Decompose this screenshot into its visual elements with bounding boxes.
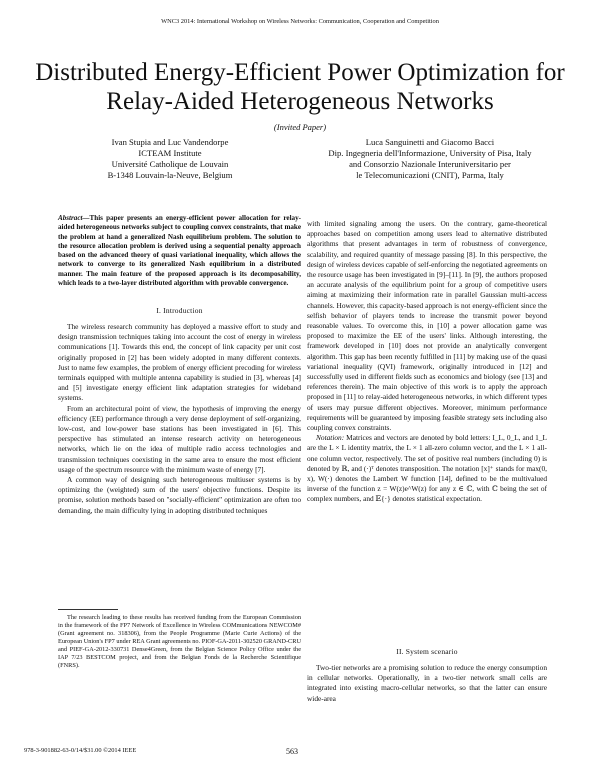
abstract (58, 214, 301, 288)
page-number: 563 (286, 747, 298, 756)
section-heading-system-scenario: II. System scenario (396, 647, 458, 656)
abstract-lead: Abstract— (58, 214, 90, 222)
affiliation-line: ICTEAM Institute (138, 148, 202, 158)
author-names-left: Ivan Stupia and Luc Vandendorpe (111, 137, 229, 147)
funding-footnote (58, 614, 301, 670)
notation-lead: Notation: (316, 433, 345, 443)
section-heading-introduction: I. Introduction (156, 306, 203, 315)
affiliation-line: and Consorzio Nazionale Interuniversitario per (349, 159, 511, 169)
introduction-body (58, 322, 301, 516)
intro-paragraph-3: A common way of designing such heterogeneous multiuser systems is by optimizing the (weighted) sum of the users' objective functions. Despite its promise, solution methods based on "socially-efficient" optimization are often too demanding, the main difficulty lying in adopting distributed techniques (58, 475, 301, 515)
affiliation-line: Dip. Ingegneria dell'Informazione, University of Pisa, Italy (328, 148, 532, 158)
author-names-right: Luca Sanguinetti and Giacomo Bacci (365, 137, 495, 147)
author-block-left (70, 137, 270, 181)
title-line-1: Distributed Energy-Efficient Power Optimization for (35, 59, 565, 86)
abstract-text: This paper presents an energy-efficient power allocation for relay-aided heterogeneous networks subject to coupling convex constraints, that make the problem at hand a generalized Nash equilibrium problem. The solution to the resource allocation problem is derived using a sequential penalty approach based on the advanced theory of quasi variational inequality, which allows the network to converge to its generalized Nash equilibrium in a distributed manner. The main feature of the proposed approach is its decomposability, which leads to a two-layer distributed algorithm with provable convergence. (58, 214, 301, 288)
author-block-right (280, 137, 580, 181)
affiliation-line: le Telecomunicazioni (CNIT), Parma, Italy (356, 170, 504, 180)
footnote-text: The research leading to these results has received funding from the European Commission in the framework of the FP7 Network of Excellence in Wireless COMmunications NEWCOM# (Grant agreement no. 318306), from the People Programme (Marie Curie Actions) of the European Union's FP7 under REA Grant agreements no. PIOF-GA-2011-302520 GRAND-CRU and PIEF-GA-2012-330731 Dense4Green, from the Belgian Science Policy Office under the IAP 7/23 BESTCOM project, and from the Belgian Fonds de la Recherche Scientifique (FNRS). (58, 614, 301, 669)
footnote-rule (58, 609, 118, 610)
affiliation-line: B-1348 Louvain-la-Neuve, Belgium (107, 170, 233, 180)
title-line-2: Relay-Aided Heterogeneous Networks (106, 88, 494, 115)
system-paragraph-1: Two-tier networks are a promising solution to reduce the energy consumption in cellular networks. Operationally, in a two-tier network small cells are integrated into existing macro-cellular networks, so that the latter can ensure wide-area (307, 663, 547, 703)
paper-title (30, 58, 570, 116)
notation-paragraph (307, 433, 547, 504)
invited-paper-label: (Invited Paper) (273, 122, 327, 132)
affiliation-line: Université Catholique de Louvain (111, 159, 229, 169)
notation-text: Matrices and vectors are denoted by bold letters: I_L, 0_L, and 1_L are the L × L identity matrix, the L × 1 all-zero column vector, and the L × 1 all-one column vector, respectively. The set of positive real numbers (including 0) is denoted by ℝ, and (·)ᵀ denotes transposition. The notation [x]⁺ stands for max(0, x), W(·) denotes the Lambert W function [14], defined to be the multivalued inverse of the function z = W(z)e^W(z) for any z ∈ ℂ, with ℂ being the set of complex numbers, and 𝔼{·} denotes statistical expectation. (307, 433, 547, 504)
conference-header: WNC3 2014: International Workshop on Wireless Networks: Communication, Cooperation and Competition (161, 18, 439, 25)
right-paragraph-1: with limited signaling among the users. On the contrary, game-theoretical approaches based on competition among users lead to alternative distributed algorithms that present advantages in term of robustness of convergence, scalability, and required quantity of message passing [8]. In this perspective, the design of wireless devices capable of self-enforcing the negotiated agreements on the resource usage has been investigated in [9]–[11]. In [9], the authors proposed an accurate analysis of the equilibrium point for a group of competitive users aiming at maximizing their information rate in parallel Gaussian multi-access channels. However, this capacity-based approach is not energy-efficient since the selfish behavior of players tends to increase the transmit power beyond reasonable values. To overcome this, in [10] a power allocation game was proposed to maximize the EE of the users' links. Although interesting, the framework developed in [10] does not provide an analytically convergent algorithm. This gap has been recently fulfilled in [11] by making use of the quasi variational inequality (QVI) framework, originally introduced in [12] and successfully used in different fields such as economics and biology (see [13] and references therein). The main objective of this work is to apply the approach proposed in [11] to relay-aided heterogeneous networks, in which different types of users may pursue different objectives. Moreover, minimum performance requirements will be guaranteed by imposing feasible strategy sets including also coupling convex constraints. (307, 219, 547, 433)
intro-paragraph-2: From an architectural point of view, the hypothesis of improving the energy efficiency (EE) performance through a very dense deployment of self-organizing, low-cost, and low-power base stations has been investigated in [6]. This perspective has stimulated an intense research activity on heterogeneous networks, which lie on the idea of multiple radio access technologies and transmission techniques coexisting in the same area to ensure the most efficient usage of the spectrum resource with the minimum waste of energy [7]. (58, 403, 301, 474)
right-column-body (307, 219, 547, 505)
copyright-footer: 978-3-901882-63-0/14/$31.00 ©2014 IEEE (24, 747, 137, 754)
system-scenario-body (307, 663, 547, 704)
intro-paragraph-1: The wireless research community has deployed a massive effort to study and design transmission techniques taking into account the cost of energy in wireless communications [1]. Towards this end, the concept of link capacity per unit cost originally proposed in [2] has been widely adopted in many different contexts. Just to name few examples, the problem of energy efficient precoding for wireless terminals equipped with multiple antenna capability is studied in [3], whereas [4] and [5] investigate energy efficient link adaptation strategies for wideband systems. (58, 322, 301, 403)
